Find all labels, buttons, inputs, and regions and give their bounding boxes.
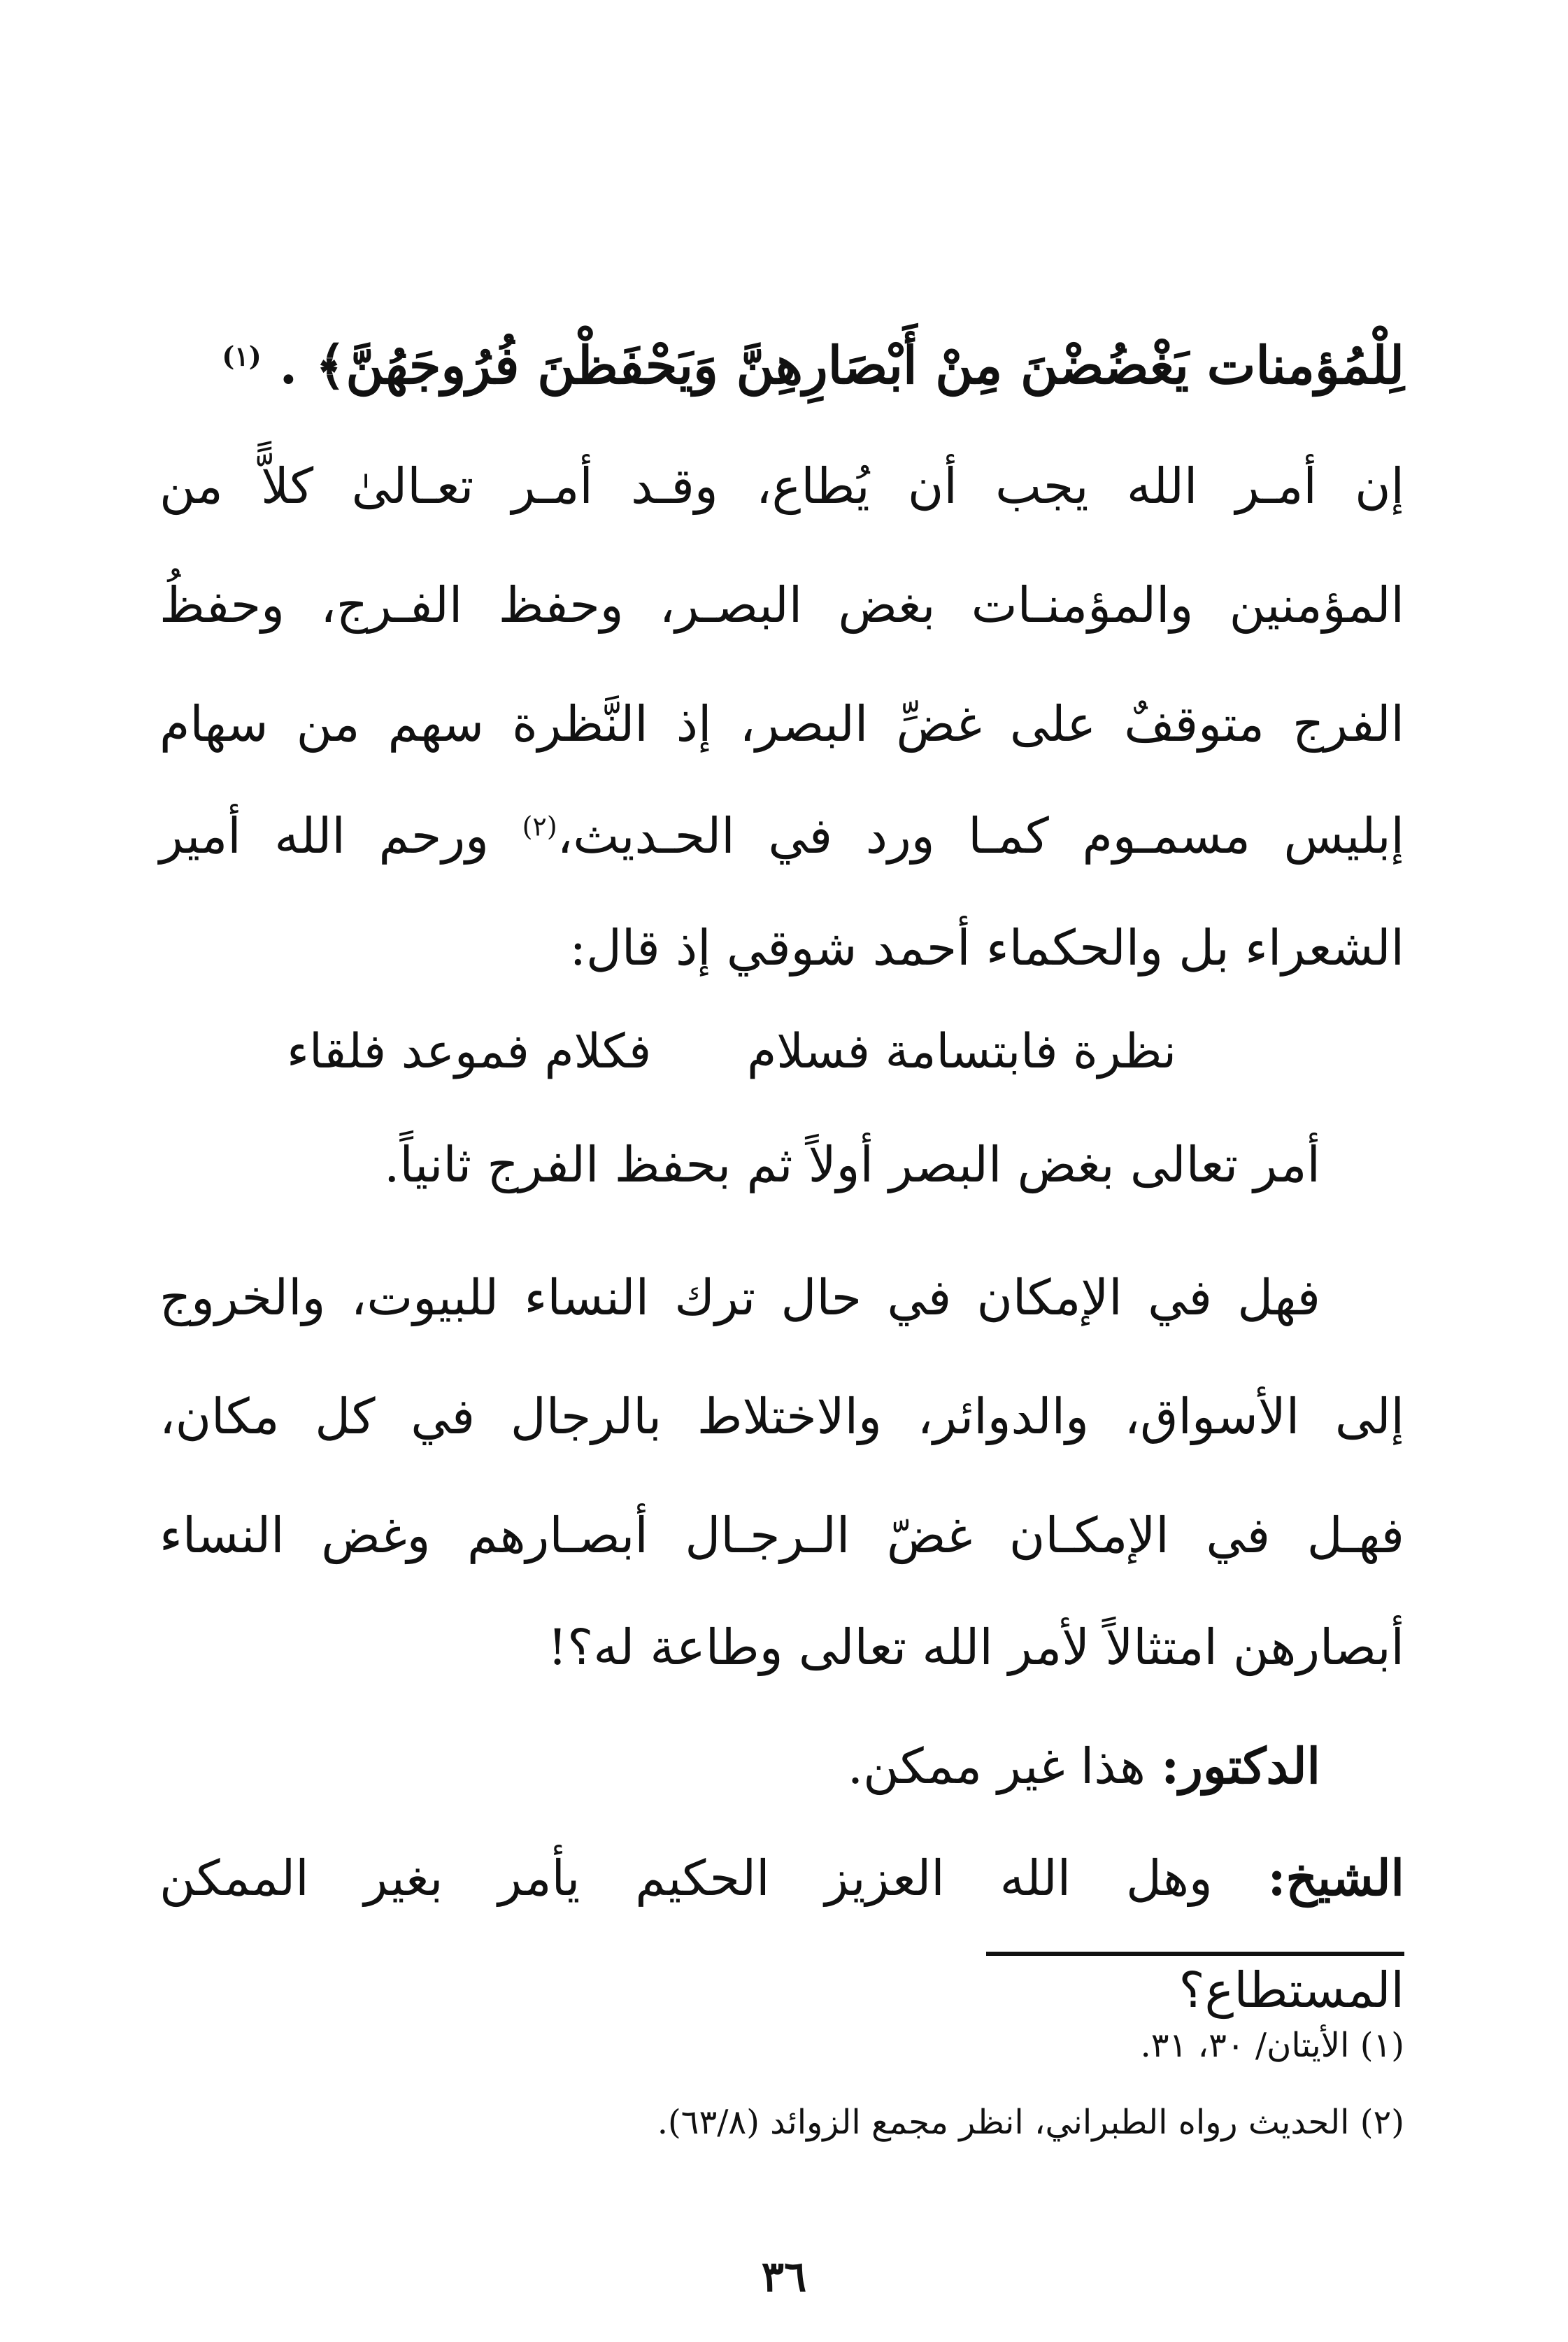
quran-verse-text: لِلْمُؤمنات يَغْضُضْنَ مِنْ أَبْصَارِهِنَّ وَيَحْفَظْنَ فُرُوجَهُنَّ﴾ . [279, 336, 1404, 396]
doctor-line [159, 1737, 1320, 1795]
sheikh-line2: المستطاع؟ [1178, 1961, 1404, 2019]
doctor-text: هذا غير ممكن. [847, 1738, 1162, 1795]
paragraph1-line4-after: ورحم الله أمير [159, 807, 522, 865]
footnote-1: (١) الأيتان/ ٣٠، ٣١. [1140, 2026, 1404, 2065]
paragraph2-line4: أبصارهن امتثالاً لأمر الله تعالى وطاعة له؟! [548, 1619, 1404, 1676]
paragraph1-line2: المؤمنين والمؤمنـات بغض البصـر، وحفظ الفـرج، وحفظُ [159, 576, 1404, 634]
footnote-ref-2: (٢) [522, 811, 557, 842]
page-number: ٣٦ [761, 2252, 807, 2301]
quran-verse-line [159, 336, 1404, 396]
paragraph1-line1: إن أمـر الله يجب أن يُطاع، وقـد أمـر تعـالىٰ كلاًّ من [159, 457, 1404, 515]
footnote-separator [986, 1952, 1404, 1956]
sheikh-label: الشيخ: [1267, 1849, 1404, 1907]
conclusion-line: أمر تعالى بغض البصر أولاً ثم بحفظ الفرج ثانياً. [384, 1136, 1320, 1193]
poem-right-hemistich: نظرة فابتسامة فسلام [747, 1024, 1176, 1079]
doctor-label: الدكتور: [1161, 1737, 1320, 1795]
footnote-2: (٢) الحديث رواه الطبراني، انظر مجمع الزوائد (٦٣/٨). [657, 2103, 1404, 2142]
paragraph1-line5: الشعراء بل والحكماء أحمد شوقي إذ قال: [569, 919, 1404, 977]
sheikh-text: وهل الله العزيز الحكيم يأمر بغير الممكن [159, 1850, 1268, 1907]
poem-left-hemistich: فكلام فموعد فلقاء [287, 1024, 652, 1079]
footnote-ref-1: (١) [222, 340, 262, 372]
paragraph1-line4 [159, 807, 1405, 865]
paragraph2-line3: فهـل في الإمكـان غضّ الـرجـال أبصـارهم وغض النساء [159, 1507, 1404, 1564]
paragraph1-line4-before: إبليس مسمـوم كمـا ورد في الحـديث، [557, 807, 1405, 865]
sheikh-line [159, 1849, 1404, 1907]
paragraph2-line1: فهل في الإمكان في حال ترك النساء للبيوت، والخروج [159, 1269, 1320, 1326]
paragraph2-line2: إلى الأسواق، والدوائر، والاختلاط بالرجال في كل مكان، [159, 1388, 1404, 1445]
paragraph1-line3: الفرج متوقفٌ على غضِّ البصر، إذ النَّظرة سهم من سهام [159, 695, 1404, 753]
